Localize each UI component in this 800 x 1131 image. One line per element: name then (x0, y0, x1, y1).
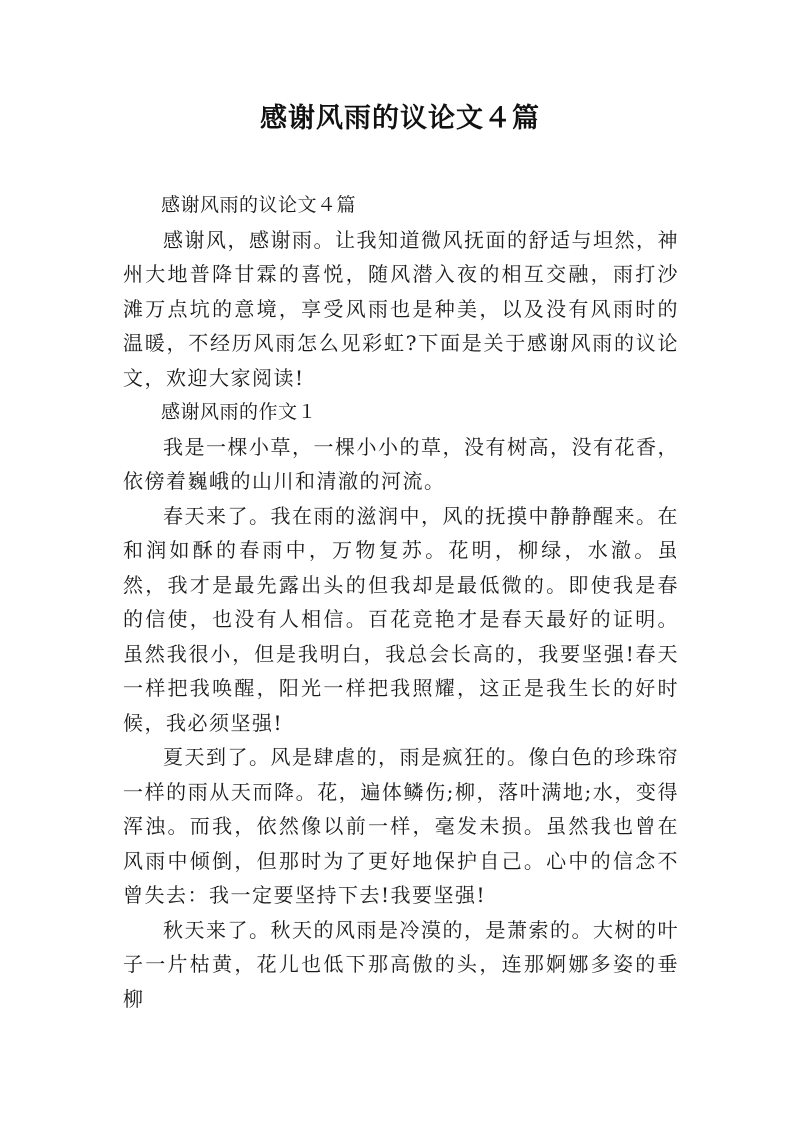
body-paragraph: 秋天来了。秋天的风雨是冷漠的，是萧索的。大树的叶子一片枯黄，花儿也低下那高傲的头，连那婀娜多姿的垂柳 (123, 917, 679, 1011)
section-heading: 感谢风雨的作文１ (161, 401, 318, 423)
intro-heading: 感谢风雨的议论文４篇 (161, 194, 357, 216)
document-body (123, 188, 679, 1016)
body-paragraph: 春天来了。我在雨的滋润中，风的抚摸中静静醒来。在和润如酥的春雨中，万物复苏。花明，柳绿，水澈。虽然，我才是最先露出头的但我却是最低微的。即使我是春的信使，也没有人相信。百花竞艳才是春天最好的证明。虽然我很小，但是我明白，我总会长高的，我要坚强!春天一样把我唤醒，阳光一样把我照耀，这正是我生长的好时候，我必须坚强! (123, 503, 679, 735)
intro-paragraph: 感谢风，感谢雨。让我知道微风抚面的舒适与坦然，神州大地普降甘霖的喜悦，随风潜入夜的相互交融，雨打沙滩万点坑的意境，享受风雨也是种美，以及没有风雨时的温暖，不经历风雨怎么见彩虹?下面是关于感谢风雨的议论文，欢迎大家阅读! (123, 227, 679, 390)
body-paragraph: 我是一棵小草，一棵小小的草，没有树高，没有花香，依傍着巍峨的山川和清澈的河流。 (123, 434, 679, 493)
body-paragraph: 夏天到了。风是肆虐的，雨是疯狂的。像白色的珍珠帘一样的雨从天而降。花，遍体鳞伤;柳，落叶满地;水，变得浑浊。而我，依然像以前一样，毫发未损。虽然我也曾在风雨中倾倒，但那时为了更好地保护自己。心中的信念不曾失去：我一定要坚持下去!我要坚强! (123, 745, 679, 907)
document-title: 感谢风雨的议论文４篇 (260, 103, 540, 134)
